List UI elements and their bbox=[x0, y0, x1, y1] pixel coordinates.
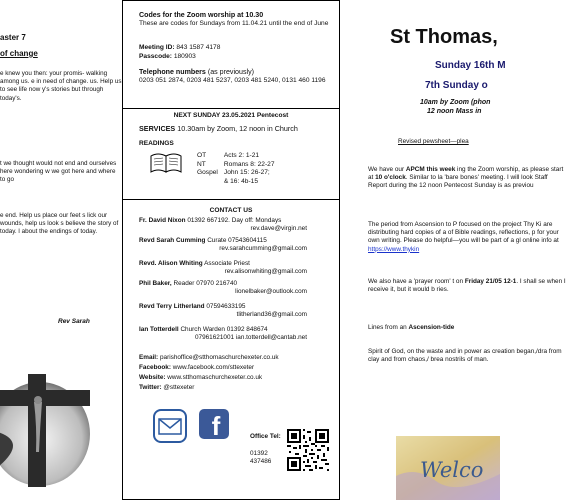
facebook-icon[interactable] bbox=[199, 409, 229, 439]
apcm-rest: ing the Zoom worship, as please start at bbox=[368, 166, 564, 182]
office-tel-number: 01392 437486 bbox=[250, 450, 272, 466]
facebook-line bbox=[139, 364, 337, 372]
svg-text:f: f bbox=[211, 411, 221, 441]
website-line bbox=[139, 374, 337, 382]
email-label: Email: bbox=[139, 354, 159, 361]
ascension-bold: Ascension-tide bbox=[408, 324, 455, 331]
reflection-paragraph: e knew you then: your promis- walking among us. e in need of change. us. Help us to see life now y's stories but through today's. bbox=[0, 70, 122, 102]
front-page-column bbox=[340, 0, 566, 500]
hymn-lines: Spirit of God, on the waste and in power as creation began,/dra from clay and from chaos,/ brea nostrils of man. bbox=[368, 348, 562, 364]
info-column bbox=[122, 0, 340, 500]
twitter-line bbox=[139, 384, 337, 392]
contact-detail: Reader 07970 216740 bbox=[173, 280, 238, 287]
notice-paragraph bbox=[368, 278, 568, 294]
envelope-icon[interactable] bbox=[153, 409, 187, 443]
apcm-bold: APCM this week bbox=[405, 166, 456, 173]
contact-name: Ian Totterdell bbox=[139, 326, 179, 333]
contact-name: Phil Baker, bbox=[139, 280, 172, 287]
sunday-date: Sunday 16th M bbox=[435, 60, 506, 71]
contact-email[interactable]: rev.dave@virgin.net bbox=[250, 225, 307, 233]
contact-name: Revd Terry Litherland bbox=[139, 303, 205, 310]
telephone-heading bbox=[139, 68, 335, 76]
prayer-room-rest: . I shall se when I receive it, but it would b ries. bbox=[368, 278, 566, 294]
twitter-link[interactable]: @sttexeter bbox=[163, 384, 195, 391]
reading-row bbox=[197, 169, 281, 178]
contact-detail: Church Warden 01392 848674 bbox=[180, 326, 268, 333]
services-line bbox=[139, 125, 335, 133]
contact-entry bbox=[139, 326, 337, 343]
passcode-label: Passcode: bbox=[139, 53, 172, 60]
contact-email[interactable]: tlitherland36@gmail.com bbox=[236, 311, 307, 319]
notice-paragraph bbox=[368, 166, 568, 191]
zoom-codes-text: These are codes for Sundays from 11.04.21 until the end of June bbox=[139, 20, 329, 27]
website-label: Website: bbox=[139, 374, 166, 381]
facebook-link[interactable]: www.facebook.com/sttexeter bbox=[172, 364, 255, 371]
thy-kingdom-text: The period from Ascension to P focused on the project Thy Ki are distributing hard copies of a of Bible readings, reflections, p for your own writing. Please do helpful—you will be part of a gl online info at bbox=[368, 221, 559, 245]
email-link[interactable]: parishoffice@stthomaschurchexeter.co.uk bbox=[159, 354, 279, 361]
reading-row bbox=[197, 178, 281, 187]
reflection-paragraph: e end. Help us place our feet s lick our wounds, help us look s believe the story of today. l about the endings of today. bbox=[0, 212, 119, 236]
contact-name: Revd. Alison Whiting bbox=[139, 260, 203, 267]
divider bbox=[123, 199, 339, 200]
pewsheet-note: Revised pewsheet—plea bbox=[398, 138, 469, 145]
telephone-heading-label: Telephone numbers bbox=[139, 68, 206, 76]
contact-email[interactable]: lionelbaker@outlook.com bbox=[235, 288, 307, 296]
contact-entry bbox=[139, 237, 337, 254]
zoom-codes-heading: Codes for the Zoom worship at 10.30 bbox=[139, 11, 264, 19]
prayer-room-date: Friday 21/05 12-1 bbox=[464, 278, 517, 285]
reading-label: NT bbox=[197, 160, 206, 168]
telephone-numbers: 0203 051 2874, 0203 481 5237, 0203 481 5240, 0131 460 1196 bbox=[139, 77, 326, 84]
contact-entry bbox=[139, 303, 337, 320]
services-text: 10.30am by Zoom, 12 noon in Church bbox=[177, 124, 298, 133]
reading-text: John 15: 26-27; bbox=[223, 169, 270, 177]
readings-heading: READINGS bbox=[139, 140, 174, 147]
thy-kingdom-link[interactable]: https://www.thykin bbox=[368, 245, 420, 253]
meeting-id-label: Meeting ID: bbox=[139, 44, 175, 51]
ascension-lead: Lines from an bbox=[368, 324, 409, 331]
reading-label: Gospel bbox=[197, 169, 218, 177]
reflection-signoff: Rev Sarah bbox=[58, 318, 90, 325]
contact-detail: Curate 07543604115 bbox=[207, 237, 267, 244]
notice-paragraph bbox=[368, 221, 568, 254]
contact-name: Fr. David Nixon bbox=[139, 217, 186, 224]
contact-email[interactable]: rev.sarahcumming@gmail.com bbox=[219, 245, 307, 253]
mass-line: 12 noon Mass in bbox=[427, 108, 482, 115]
reflection-subheading: of change bbox=[0, 49, 38, 58]
reflection-column bbox=[0, 0, 122, 500]
parish-title: St Thomas, bbox=[390, 26, 498, 48]
sunday-name: 7th Sunday o bbox=[425, 80, 488, 91]
reading-row bbox=[197, 161, 281, 170]
zoom-service-line: 10am by Zoom (phon bbox=[420, 99, 491, 106]
passcode-value: 180903 bbox=[173, 53, 196, 60]
open-bible-icon bbox=[149, 150, 183, 176]
reflection-paragraph: t we thought would not end and ourselves here wondering w we got here and where to go bbox=[0, 160, 117, 184]
services-label: SERVICES bbox=[139, 124, 176, 133]
meeting-id-line bbox=[139, 44, 335, 52]
website-link[interactable]: www.stthomaschurchexeter.co.uk bbox=[167, 374, 263, 381]
contact-email[interactable]: rev.alisonwhiting@gmail.com bbox=[224, 268, 307, 276]
prayer-room-lead: We also have a 'prayer room' t on bbox=[368, 278, 465, 285]
apcm-time: 10 o'clock bbox=[375, 174, 406, 182]
welcome-text: Welco bbox=[420, 458, 484, 482]
next-sunday-heading: NEXT SUNDAY 23.05.2021 Pentecost bbox=[173, 112, 289, 119]
reading-text: Romans 8: 22-27 bbox=[223, 160, 275, 168]
meeting-id-value: 843 1587 4178 bbox=[176, 44, 221, 51]
contact-detail: Associate Priest bbox=[204, 260, 250, 267]
qr-code-icon[interactable] bbox=[287, 429, 329, 471]
reading-label bbox=[197, 178, 224, 187]
contact-detail: 07594633195 bbox=[206, 303, 246, 310]
twitter-label: Twitter: bbox=[139, 384, 162, 391]
reflection-heading: aster 7 bbox=[0, 33, 26, 42]
reading-row bbox=[197, 152, 281, 161]
contact-entry bbox=[139, 217, 337, 234]
apcm-tail: . Similar to la 'bare bones' meeting. I will look Staff Report during the 12 noon Pentecost Sunday is as previou bbox=[368, 174, 548, 190]
facebook-label: Facebook: bbox=[139, 364, 171, 371]
office-tel-label: Office Tel: bbox=[250, 433, 281, 440]
contact-heading: CONTACT US bbox=[209, 207, 253, 214]
telephone-heading-note: (as previously) bbox=[207, 68, 254, 76]
reading-label: OT bbox=[197, 152, 207, 159]
divider bbox=[123, 108, 339, 109]
contact-entry bbox=[139, 260, 337, 277]
notice-paragraph bbox=[368, 324, 568, 332]
contact-detail: 01392 667192. Day off: Mondays bbox=[187, 217, 282, 224]
contact-email[interactable]: 07961621001 ian.totterdell@cantab.net bbox=[194, 334, 307, 342]
reading-text: Acts 2: 1-21 bbox=[223, 152, 260, 159]
contact-entry bbox=[139, 280, 337, 297]
contact-name: Revd Sarah Cumming bbox=[139, 237, 206, 244]
reading-text: & 16: 4b-15 bbox=[223, 177, 258, 185]
passcode-line bbox=[139, 53, 335, 61]
crucifixion-cross-icon bbox=[0, 372, 94, 487]
apcm-lead: We have our bbox=[368, 166, 406, 173]
email-line bbox=[139, 354, 337, 362]
readings-table bbox=[197, 152, 281, 186]
